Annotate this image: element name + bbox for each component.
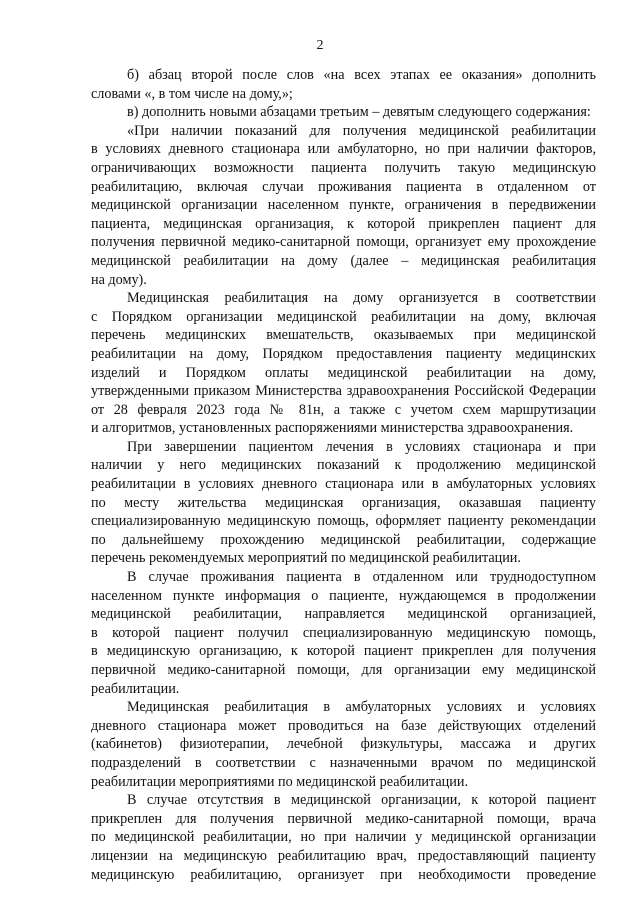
text-line: первичной медико-санитарной помощи, для организации ему медицинской [91, 662, 596, 678]
text-line: медицинской реабилитации на дому (далее – медицинская реабилитация [91, 252, 596, 269]
text-line: ограничивающих возможности пациента получить такую медицинскую [91, 159, 596, 176]
text-line: от 28 февраля 2023 года № 81н, а также с учетом схем маршрутизации [91, 401, 596, 418]
text-line: населенном пункте информация о пациенте, нуждающемся в продолжении [91, 587, 596, 604]
text-line: перечень рекомендуемых мероприятий по медицинской реабилитации. [91, 550, 521, 567]
text-line: в которой пациент получил специализированную медицинскую помощь, [91, 624, 596, 641]
text-line: реабилитации в условиях дневного стационара или в амбулаторных условиях [91, 476, 596, 493]
text-line: дневного стационара может проводиться на базе действующих отделений [91, 717, 596, 734]
text-line: в условиях дневного стационара или амбулаторно, но при наличии факторов, [91, 141, 596, 158]
text-line: перечень медицинских вмешательств, оказываемых при медицинской [91, 327, 596, 344]
text-line: специализированную медицинскую помощь, оформляет пациенту рекомендации [91, 513, 596, 530]
text-line: по месту жительства медицинская организация, оказавшая пациенту [91, 494, 596, 511]
text-line: по медицинской реабилитации, но при наличии у медицинской организации [91, 829, 596, 846]
text-line: и алгоритмов, установленных распоряжениями министерства здравоохранения. [91, 420, 574, 437]
text-line: изделий и Порядком оплаты медицинской реабилитации на дому, [91, 364, 596, 381]
text-line: В случае отсутствия в медицинской организации, к которой пациент [127, 792, 596, 809]
text-line: наличии у него медицинских показаний к продолжению медицинской [91, 457, 596, 474]
text-line: лицензии на медицинскую реабилитацию врач, предоставляющий пациенту [91, 847, 596, 864]
text-line: Медицинская реабилитация в амбулаторных условиях и условиях [127, 699, 596, 716]
page-number: 2 [316, 38, 324, 53]
text-line: подразделений в соответствии с назначенными врачом по медицинской [91, 754, 596, 771]
document-body [91, 66, 596, 884]
text-line: медицинской организации населенном пункте, ограничения в передвижении [91, 197, 596, 214]
text-line: В случае проживания пациента в отдаленном или труднодоступном [127, 569, 596, 586]
text-line: б) абзац второй после слов «на всех этапах ее оказания» дополнить [127, 67, 596, 83]
text-line: При завершении пациентом лечения в условиях стационара и при [127, 438, 596, 455]
text-line: прикреплен для получения первичной медико-санитарной помощи, врача [91, 810, 596, 827]
text-line: Медицинская реабилитация на дому организуется в соответствии [127, 290, 596, 307]
text-line: в) дополнить новыми абзацами третьим – девятым следующего содержания: [127, 104, 591, 121]
text-line: реабилитации на дому, Порядком предоставления пациенту медицинских [91, 345, 596, 362]
text-line: медицинской реабилитации, направляется медицинской организацией, [91, 606, 596, 623]
text-line: с Порядком организации медицинской реабилитации на дому, включая [91, 308, 596, 325]
text-line: реабилитации. [91, 680, 180, 697]
text-line: утвержденными приказом Министерства здравоохранения Российской Федерации [91, 383, 596, 400]
text-line: «При наличии показаний для получения медицинской реабилитации [127, 122, 596, 139]
text-line: получения первичной медико-санитарной помощи, организует ему прохождение [91, 234, 596, 251]
text-line: медицинскую реабилитацию, организует при необходимости проведение [91, 866, 596, 883]
text-line: (кабинетов) физиотерапии, лечебной физкультуры, массажа и других [91, 736, 596, 753]
text-line: пациента, медицинская организация, к которой прикреплен пациент для [91, 215, 596, 232]
text-line: на дому). [91, 271, 147, 288]
text-line: по дальнейшему прохождению медицинской реабилитации, содержащие [91, 531, 596, 548]
text-line: реабилитации мероприятиями по медицинской реабилитации. [91, 773, 468, 790]
text-line: реабилитацию, включая случаи проживания пациента в отдаленном от [91, 178, 596, 195]
text-line: словами «, в том числе на дому,»; [91, 85, 293, 102]
text-line: в медицинскую организацию, к которой пациент прикреплен для получения [91, 643, 596, 660]
